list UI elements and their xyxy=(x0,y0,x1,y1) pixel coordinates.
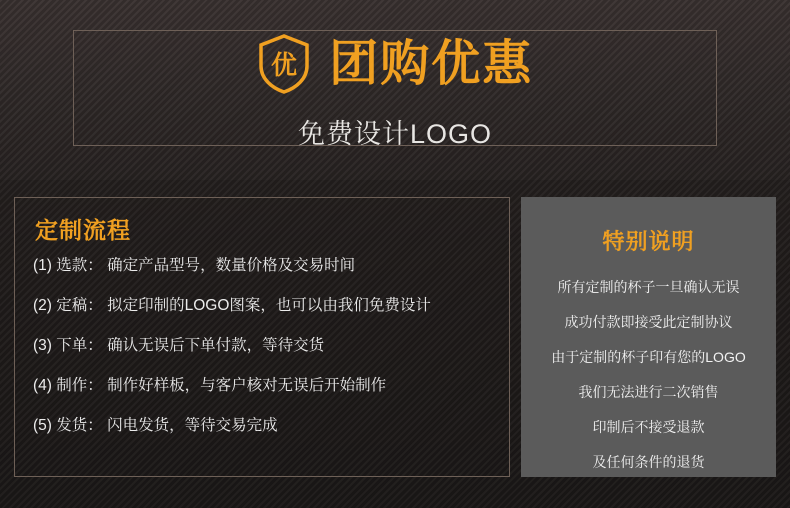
process-item-desc: 闪电发货，等待交易完成 xyxy=(107,417,278,434)
note-line: 所有定制的杯子一旦确认无误 xyxy=(557,279,740,295)
page-title: 团购优惠 xyxy=(329,37,534,91)
page-subtitle: 免费设计LOGO xyxy=(297,119,493,149)
process-item-desc: 确认无误后下单付款，等待交货 xyxy=(107,337,325,354)
list-item xyxy=(33,416,498,436)
process-item-desc: 拟定印制的LOGO图案，也可以由我们免费设计 xyxy=(107,297,431,314)
process-item-step: 发货： xyxy=(56,417,103,434)
process-item-desc: 制作好样板，与客户核对无误后开始制作 xyxy=(107,377,387,394)
body-area xyxy=(0,180,790,508)
list-item xyxy=(33,336,498,356)
process-item-step: 下单： xyxy=(56,337,103,354)
process-item-index: (5) xyxy=(33,417,52,434)
note-line: 及任何条件的退货 xyxy=(592,454,705,470)
process-item-step: 定稿： xyxy=(56,297,103,314)
process-item-index: (2) xyxy=(33,297,52,314)
process-item-step: 制作： xyxy=(56,377,103,394)
note-panel-title: 特别说明 xyxy=(602,229,695,254)
process-item-index: (3) xyxy=(33,337,52,354)
note-line: 成功付款即接受此定制协议 xyxy=(564,314,733,330)
svg-text:优: 优 xyxy=(270,50,297,80)
process-panel-title: 定制流程 xyxy=(35,217,131,243)
header-banner xyxy=(0,0,790,180)
process-item-index: (1) xyxy=(33,257,52,274)
process-list xyxy=(33,256,498,456)
process-item-step: 选款： xyxy=(56,257,103,274)
list-item xyxy=(33,256,498,276)
list-item xyxy=(33,296,498,316)
note-line: 我们无法进行二次销售 xyxy=(578,384,719,400)
shield-logo-icon xyxy=(257,34,311,94)
process-item-desc: 确定产品型号，数量价格及交易时间 xyxy=(107,257,356,274)
note-panel xyxy=(521,197,776,477)
title-row xyxy=(0,34,790,94)
note-line: 印制后不接受退款 xyxy=(592,419,705,435)
process-panel xyxy=(14,197,510,477)
list-item xyxy=(33,376,498,396)
note-line: 由于定制的杯子印有您的LOGO xyxy=(551,349,746,365)
note-list xyxy=(521,277,776,487)
process-item-index: (4) xyxy=(33,377,52,394)
